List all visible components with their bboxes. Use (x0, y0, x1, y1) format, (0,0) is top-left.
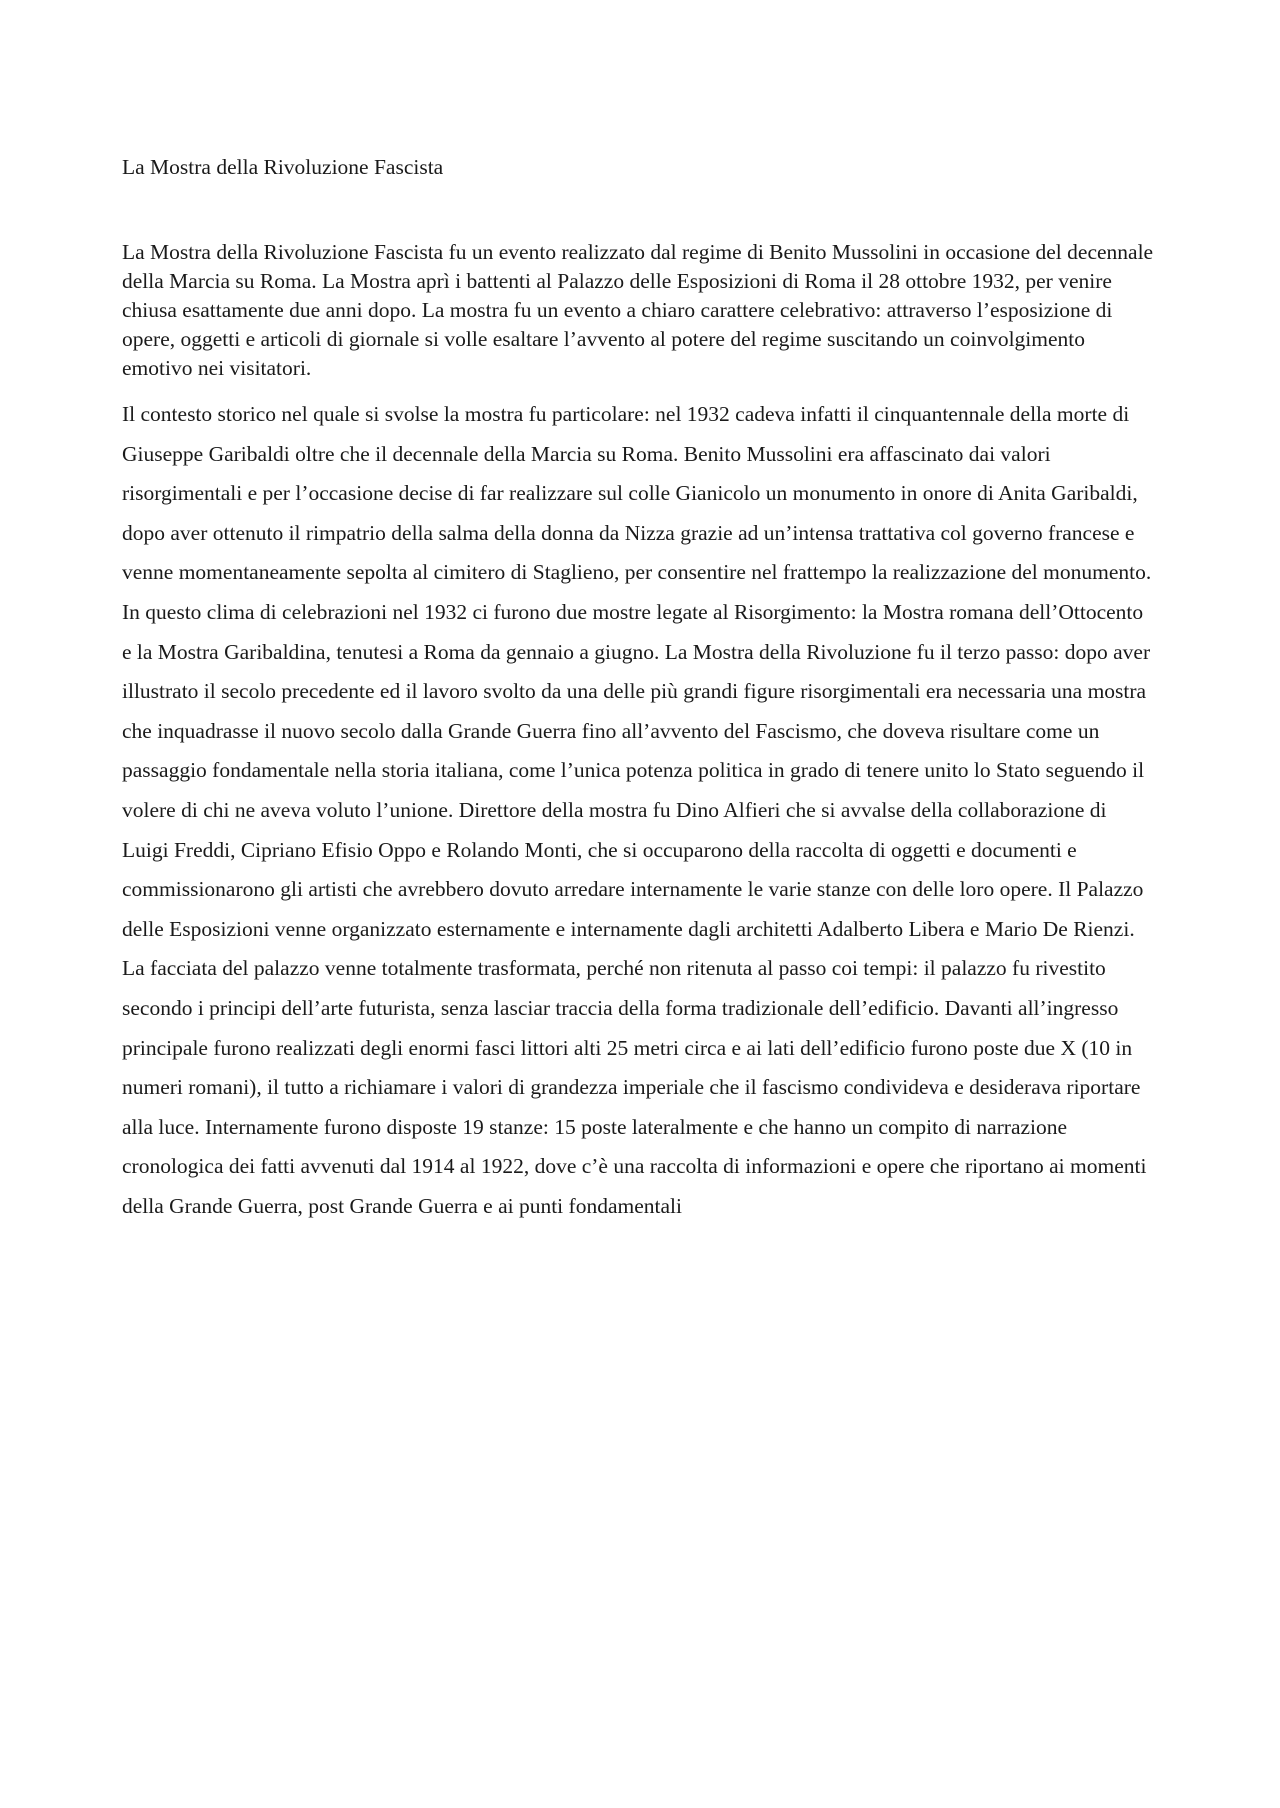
paragraph-historical-context: Il contesto storico nel quale si svolse la mostra fu particolare: nel 1932 cadeva infatti il cinquantennale della morte di Giuseppe Garibaldi oltre che il decennale della Marcia su Roma. Benito Mussolini era affascinato dai valori risorgimentali e per l’occasione decise di far realizzare sul colle Gianicolo un monumento in onore di Anita Garibaldi, dopo aver ottenuto il rimpatrio della salma della donna da Nizza grazie ad un’intensa trattativa col governo francese e venne momentaneamente sepolta al cimitero di Staglieno, per consentire nel frattempo la realizzazione del monumento. In questo clima di celebrazioni nel 1932 ci furono due mostre legate al Risorgimento: la Mostra romana dell’Ottocento e la Mostra Garibaldina, tenutesi a Roma da gennaio a giugno. La Mostra della Rivoluzione fu il terzo passo: dopo aver illustrato il secolo precedente ed il lavoro svolto da una delle più grandi figure risorgimentali era necessaria una mostra che inquadrasse il nuovo secolo dalla Grande Guerra fino all’avvento del Fascismo, che doveva risultare come un passaggio fondamentale nella storia italiana, come l’unica potenza politica in grado di tenere unito lo Stato seguendo il volere di chi ne aveva voluto l’unione. Direttore della mostra fu Dino Alfieri che si avvalse della collaborazione di Luigi Freddi, Cipriano Efisio Oppo e Rolando Monti, che si occuparono della raccolta di oggetti e documenti e commissionarono gli artisti che avrebbero dovuto arredare internamente le varie stanze con delle loro opere. Il Palazzo delle Esposizioni venne organizzato esternamente e internamente dagli architetti Adalberto Libera e Mario De Rienzi. La facciata del palazzo venne totalmente trasformata, perché non ritenuta al passo coi tempi: il palazzo fu rivestito secondo i principi dell’arte futurista, senza lasciar traccia della forma tradizionale dell’edificio. Davanti all’ingresso principale furono realizzati degli enormi fasci littori alti 25 metri circa e ai lati dell’edificio furono poste due X (10 in numeri romani), il tutto a richiamare i valori di grandezza imperiale che il fascismo condivideva e desiderava riportare alla luce. Internamente furono disposte 19 stanze: 15 poste lateralmente e che hanno un compito di narrazione cronologica dei fatti avvenuti dal 1914 al 1922, dove c’è una raccolta di informazioni e opere che riportano ai momenti della Grande Guerra, post Grande Guerra e ai punti fondamentali (122, 402, 1152, 1218)
paragraph-intro: La Mostra della Rivoluzione Fascista fu un evento realizzato dal regime di Benito Mussolini in occasione del decennale della Marcia su Roma. La Mostra aprì i battenti al Palazzo delle Esposizioni di Roma il 28 ottobre 1932, per venire chiusa esattamente due anni dopo. La mostra fu un evento a chiaro carattere celebrativo: attraverso l’esposizione di opere, oggetti e articoli di giornale si volle esaltare l’avvento al potere del regime suscitando un coinvolgimento emotivo nei visitatori. (122, 240, 1154, 380)
document-body (122, 150, 1158, 1226)
document-title: La Mostra della Rivoluzione Fascista (122, 155, 444, 179)
